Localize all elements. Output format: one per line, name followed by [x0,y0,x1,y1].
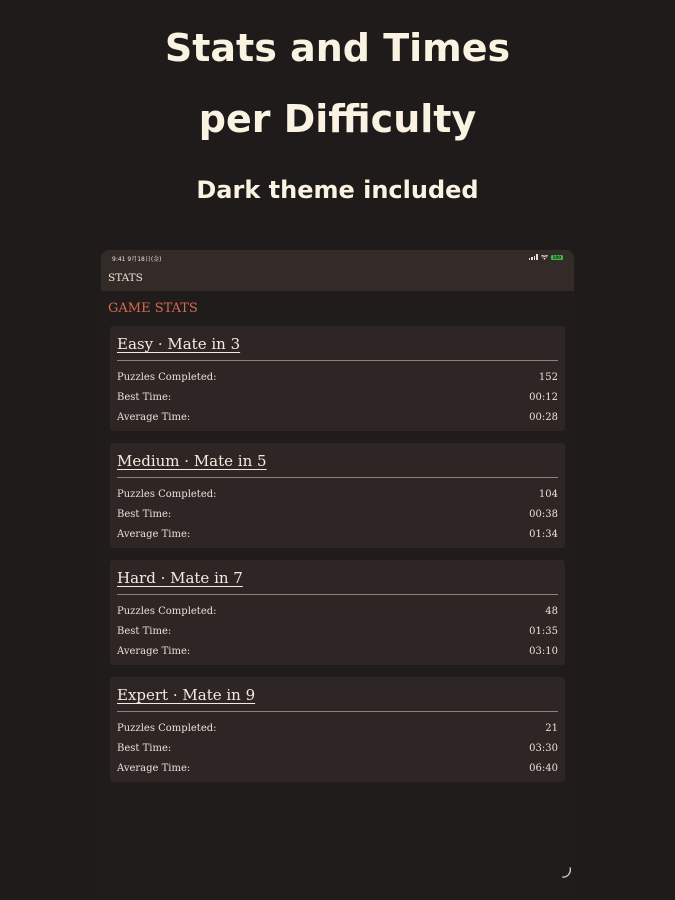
stat-label: Best Time: [117,626,172,637]
stat-row-best-time [117,743,558,754]
status-icons [529,254,563,260]
section-title: GAME STATS [108,301,198,316]
stat-value: 01:34 [529,529,558,540]
card-divider [117,360,558,361]
card-divider [117,594,558,595]
stats-card-hard [110,560,565,665]
stat-value: 00:38 [529,509,558,520]
stat-row-best-time [117,392,558,403]
stat-row-puzzles [117,606,558,617]
card-title: Easy · Mate in 3 [117,335,241,353]
stat-row-average-time [117,646,558,657]
stats-card-list [110,326,565,794]
stat-value: 06:40 [529,763,558,774]
stat-row-puzzles [117,372,558,383]
stat-value: 00:28 [529,412,558,423]
card-title: Expert · Mate in 9 [117,686,256,704]
stat-value: 21 [545,723,558,734]
cellular-signal-icon [529,254,538,260]
promo-headline-line-2: per Difficulty [198,97,477,141]
stat-value: 48 [545,606,558,617]
promo-headline-line-1: Stats and Times [164,26,511,70]
stat-label: Average Time: [117,529,191,540]
stat-label: Average Time: [117,412,191,423]
stats-card-expert [110,677,565,782]
stats-card-easy [110,326,565,431]
stat-label: Puzzles Completed: [117,372,217,383]
promo-subheadline: Dark theme included [196,176,479,204]
stat-row-average-time [117,763,558,774]
stat-label: Puzzles Completed: [117,606,217,617]
stat-row-average-time [117,412,558,423]
stat-value: 104 [538,489,558,500]
card-title: Medium · Mate in 5 [117,452,267,470]
nav-title: STATS [108,272,143,284]
loading-spinner-icon [559,866,572,879]
stat-value: 00:12 [529,392,558,403]
card-title: Hard · Mate in 7 [117,569,243,587]
stat-row-puzzles [117,723,558,734]
stat-label: Best Time: [117,509,172,520]
stat-value: 03:30 [529,743,558,754]
battery-icon: 100 [552,254,561,260]
stat-label: Average Time: [117,763,191,774]
stat-value: 03:10 [529,646,558,657]
stat-label: Best Time: [117,392,172,403]
status-time: 9:41 9月18日(金) [112,256,162,263]
stat-row-best-time [117,626,558,637]
device-screen [101,250,574,900]
wifi-icon [541,255,548,260]
stat-label: Average Time: [117,646,191,657]
stat-label: Puzzles Completed: [117,723,217,734]
stat-value: 01:35 [529,626,558,637]
stats-card-medium [110,443,565,548]
card-divider [117,477,558,478]
card-divider [117,711,558,712]
stat-row-best-time [117,509,558,520]
stat-label: Puzzles Completed: [117,489,217,500]
nav-bar [101,268,574,291]
status-bar [101,250,574,268]
stat-label: Best Time: [117,743,172,754]
stat-value: 152 [538,372,558,383]
stat-row-average-time [117,529,558,540]
stat-row-puzzles [117,489,558,500]
